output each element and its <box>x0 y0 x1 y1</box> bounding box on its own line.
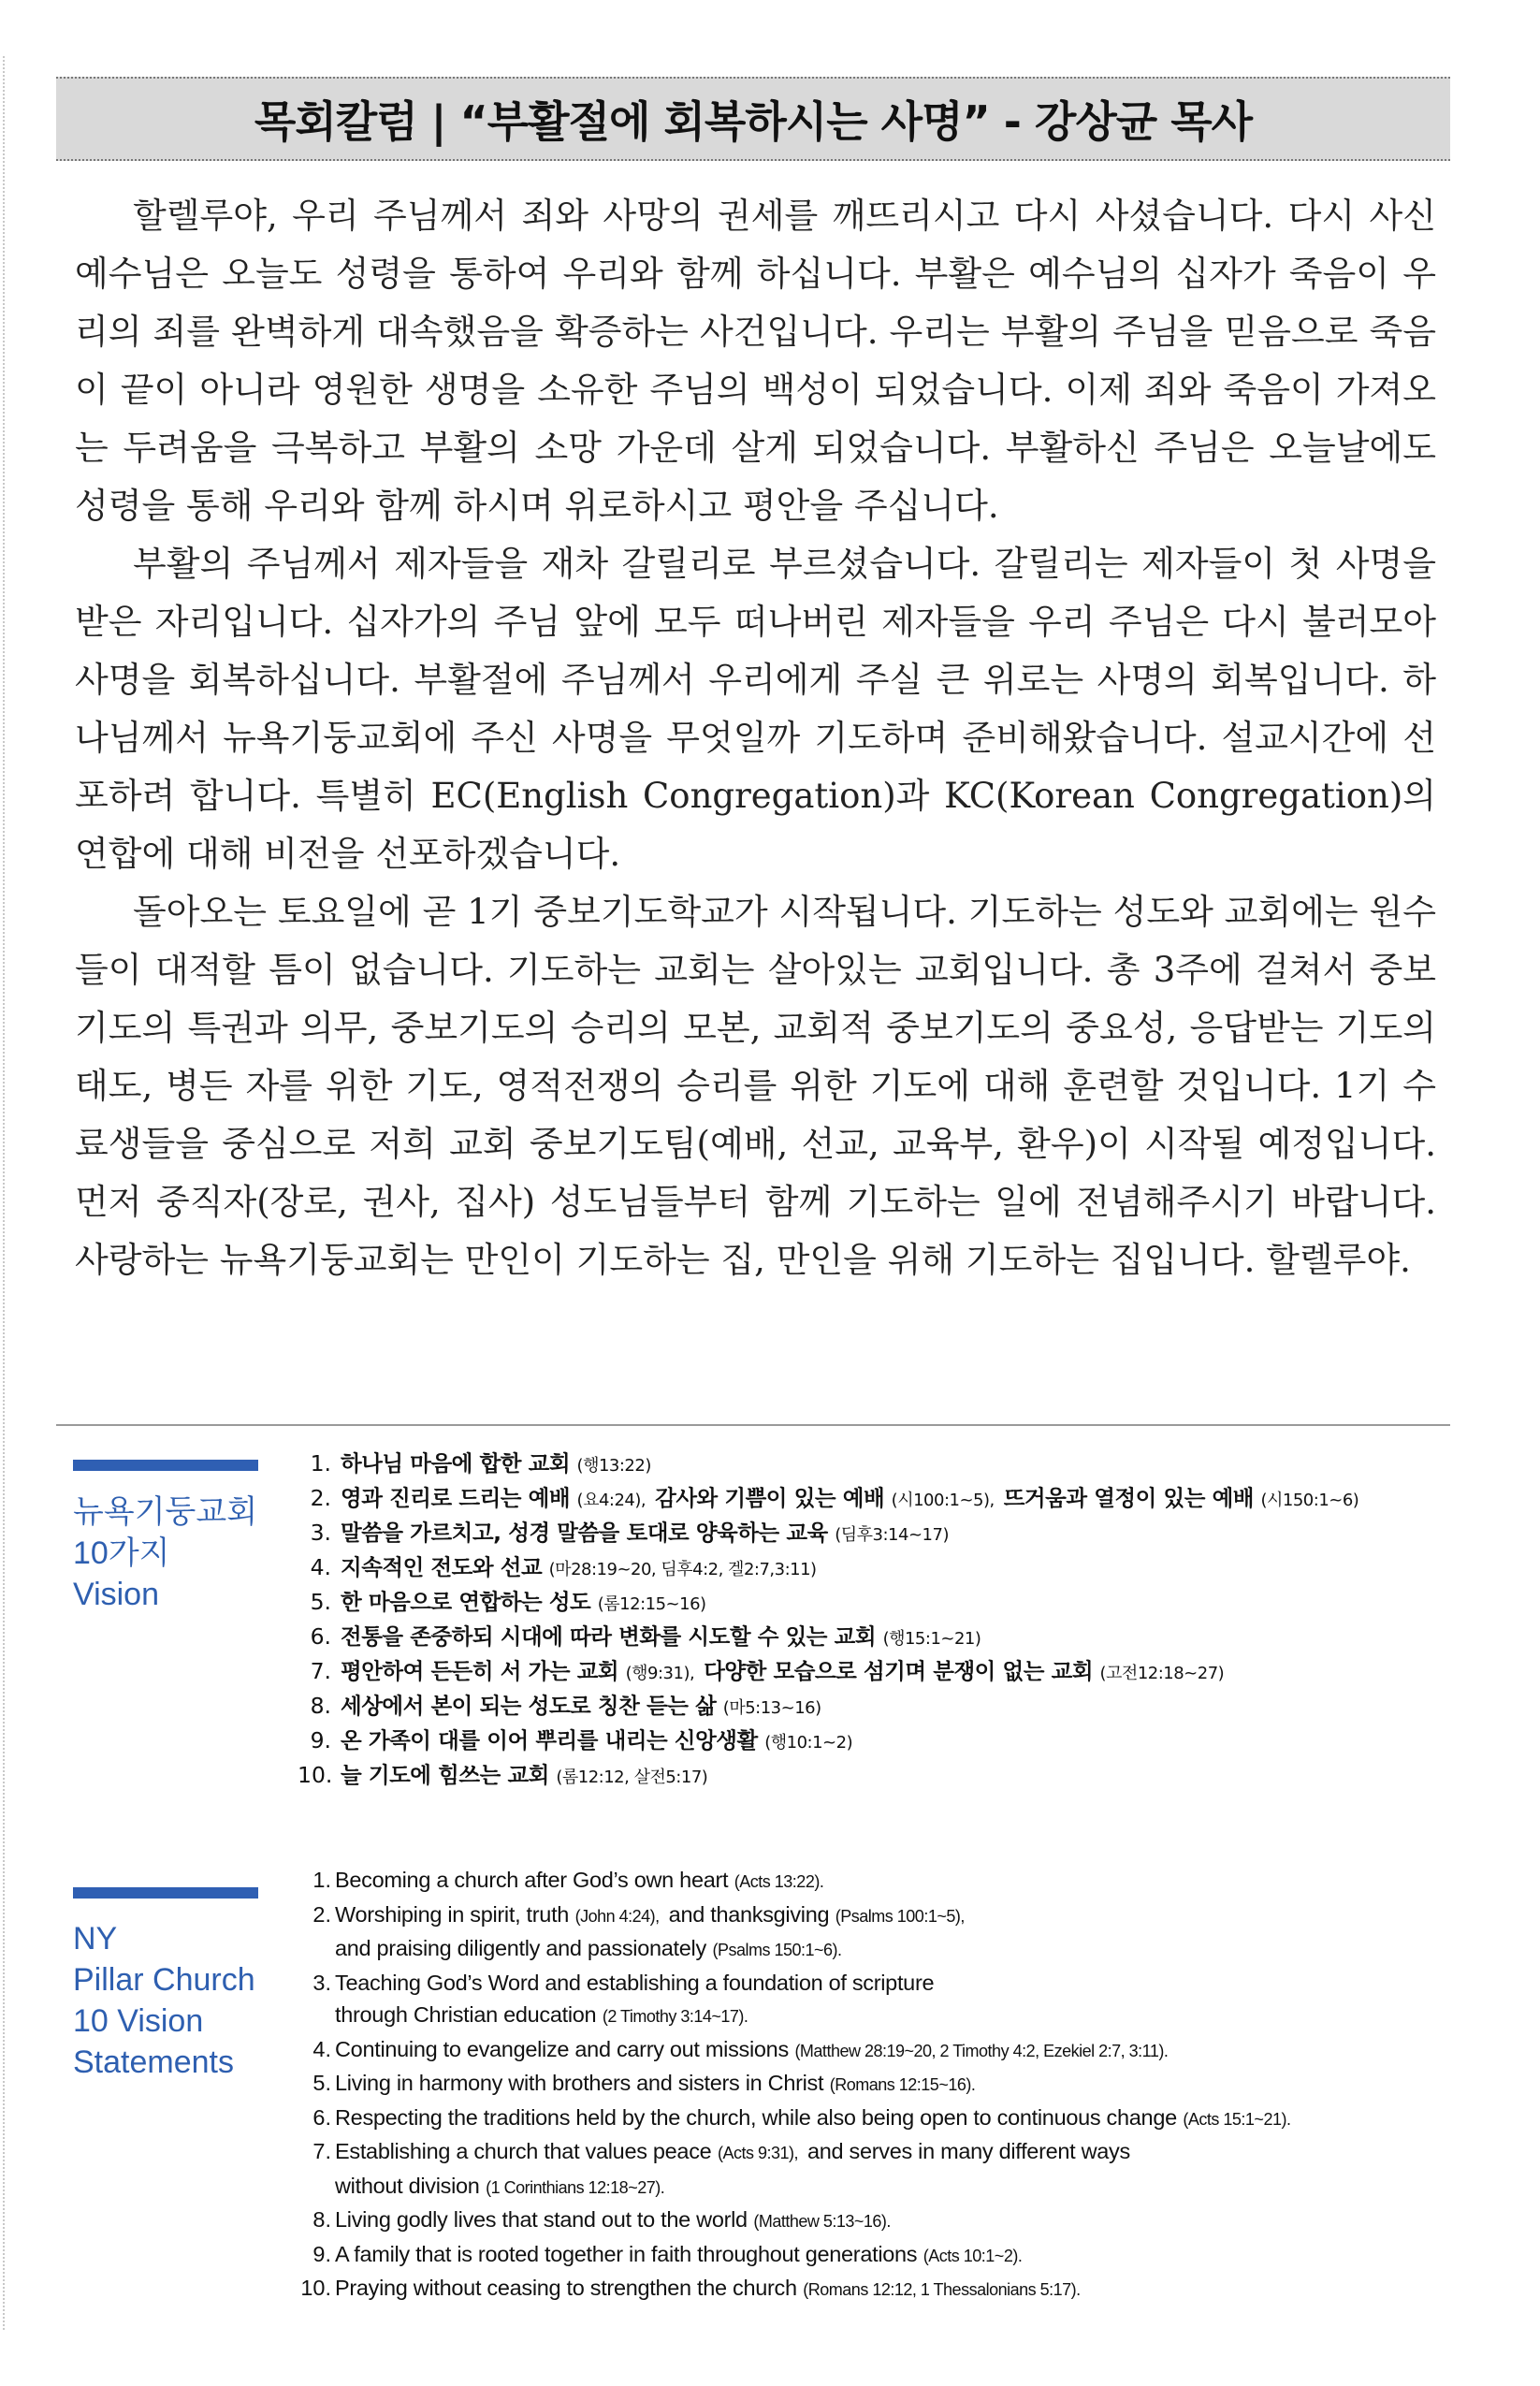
english-vision-scripture-ref: (Romans 12:15~16). <box>829 2075 976 2094</box>
korean-vision-item <box>298 1516 1358 1550</box>
english-vision-scripture-ref: (Acts 10:1~2). <box>923 2246 1023 2265</box>
english-vision-item-text: Teaching God’s Word and establishing a foundation of scripture <box>335 1970 935 1995</box>
english-vision-item-text: and praising diligently and passionately <box>335 1936 706 1960</box>
korean-vision-heading-line-2: 10가지 <box>73 1535 170 1571</box>
english-vision-item <box>298 2204 1290 2238</box>
english-vision-heading-line-2: Pillar Church <box>73 1962 255 1998</box>
korean-vision-item-text: 늘 기도에 힘쓰는 교회 <box>341 1762 549 1788</box>
korean-vision-item-body <box>341 1724 852 1758</box>
english-vision-scripture-ref: (Psalms 100:1~5), <box>835 1906 965 1926</box>
english-vision-item <box>298 2102 1290 2136</box>
korean-vision-scripture-ref: (롬12:12, 살전5:17) <box>556 1768 708 1787</box>
korean-vision-item-number: 4. <box>310 1554 331 1580</box>
korean-vision-scripture-ref: (행13:22) <box>576 1456 651 1476</box>
column-paragraph-1: 할렐루야, 우리 주님께서 죄와 사망의 권세를 깨뜨리시고 다시 사셨습니다. 다시 사신 예수님은 오늘도 성령을 통하여 우리와 함께 하십니다. 부활은 예수님의 십자가 죽음이 우리의 죄를 완벽하게 대속했음을 확증하는 사건입니다. 우리는 부활의 주님을 믿음으로 죽음이 끝이 아니라 영원한 생명을 소유한 주님의 백성이 되었습니다. 이제 죄와 죽음이 가져오는 두려움을 극복하고 부활의 소망 가운데 살게 되었습니다. 부활하신 주님은 오늘날에도 성령을 통해 우리와 함께 하시며 위로하시고 평안을 주십니다. <box>75 196 1436 526</box>
english-vision-accent-bar <box>73 1887 258 1899</box>
english-vision-item-number: 6. <box>312 2104 331 2130</box>
korean-vision-accent-bar <box>73 1460 258 1471</box>
english-vision-scripture-ref: (Acts 15:1~21). <box>1183 2109 1291 2129</box>
korean-vision-item-number: 6. <box>310 1623 331 1650</box>
korean-vision-list <box>298 1447 1358 1793</box>
korean-vision-item-number: 2. <box>310 1485 331 1511</box>
english-vision-item <box>298 1899 1290 1933</box>
english-vision-item-body <box>335 2272 1081 2306</box>
korean-vision-item-body <box>341 1481 1358 1516</box>
english-vision-item <box>298 2033 1290 2068</box>
korean-vision-item <box>298 1620 1358 1654</box>
english-vision-item-body <box>335 1864 823 1899</box>
korean-vision-item <box>298 1447 1358 1481</box>
english-vision-item-text: Praying without ceasing to strengthen the church <box>335 2276 797 2300</box>
english-vision-item-body <box>335 1932 842 1967</box>
english-vision-item-body <box>335 2067 975 2102</box>
english-vision-item-text: Living in harmony with brothers and sisters in Christ <box>335 2071 824 2095</box>
english-vision-item-body <box>335 1899 965 1933</box>
column-title-banner <box>56 77 1450 161</box>
korean-vision-scripture-ref: (시100:1~5), <box>891 1491 995 1510</box>
korean-vision-scripture-ref: (딤후3:14~17) <box>835 1525 949 1545</box>
english-vision-item <box>298 1967 1290 2000</box>
korean-vision-scripture-ref: (마5:13~16) <box>722 1698 821 1718</box>
english-vision-item-body <box>335 2170 664 2204</box>
english-vision-item-number: 3. <box>312 1970 331 1995</box>
english-vision-item-text: Living godly lives that stand out to the world <box>335 2207 748 2232</box>
english-vision-heading-line-3: 10 Vision <box>73 2003 204 2039</box>
english-vision-item-body <box>335 2238 1022 2273</box>
korean-vision-item-text: 영과 진리로 드리는 예배 <box>341 1485 571 1511</box>
column-title: 목회칼럼 | “부활절에 회복하시는 사명” - 강상균 목사 <box>254 96 1253 147</box>
english-vision-item-text: A family that is rooted together in faith throughout generations <box>335 2241 918 2266</box>
korean-vision-scripture-ref: (롬12:15~16) <box>597 1594 706 1614</box>
english-vision-scripture-ref: (Romans 12:12, 1 Thessalonians 5:17). <box>803 2280 1081 2299</box>
korean-vision-item <box>298 1689 1358 1724</box>
english-vision-scripture-ref: (2 Timothy 3:14~17). <box>602 2007 748 2026</box>
english-vision-item-text: and serves in many different ways <box>806 2139 1130 2163</box>
korean-vision-scripture-ref: (행15:1~21) <box>882 1629 981 1649</box>
korean-vision-item-text: 세상에서 본이 되는 성도로 칭찬 듣는 삶 <box>341 1693 717 1719</box>
english-vision-scripture-ref: (Matthew 28:19~20, 2 Timothy 4:2, Ezekiel 2:7, 3:11). <box>794 2041 1169 2060</box>
english-vision-item-continuation <box>298 2170 1290 2204</box>
pastoral-column-body <box>75 187 1436 1289</box>
english-vision-item <box>298 2238 1290 2273</box>
page-edge-dotted-line <box>3 56 5 2330</box>
english-vision-item-number: 2. <box>312 1901 331 1927</box>
korean-vision-heading <box>73 1491 288 1615</box>
english-vision-item-body <box>335 1967 934 2000</box>
korean-vision-item-number: 7. <box>310 1658 331 1684</box>
english-vision-item <box>298 2067 1290 2102</box>
korean-vision-item-body <box>341 1585 706 1620</box>
korean-vision-heading-line-3: Vision <box>73 1577 159 1612</box>
korean-vision-item-text: 감사와 기쁨이 있는 예배 <box>655 1485 885 1511</box>
korean-vision-item-body <box>341 1516 949 1550</box>
english-vision-item <box>298 2272 1290 2306</box>
korean-vision-scripture-ref: (행9:31), <box>625 1664 695 1683</box>
english-vision-item-number: 9. <box>312 2241 331 2266</box>
english-vision-item-number: 10. <box>300 2276 331 2300</box>
korean-vision-item-number: 8. <box>310 1693 331 1719</box>
korean-vision-item <box>298 1481 1358 1516</box>
english-vision-heading <box>73 1918 288 2083</box>
korean-vision-item-body <box>341 1447 651 1481</box>
english-vision-item-number: 5. <box>312 2071 331 2095</box>
english-vision-item-text: without division <box>335 2173 480 2198</box>
english-vision-list <box>298 1864 1290 2306</box>
english-vision-scripture-ref: (Acts 9:31), <box>717 2144 798 2162</box>
english-vision-scripture-ref: (Acts 13:22). <box>734 1872 824 1891</box>
korean-vision-item-text: 전통을 존중하되 시대에 따라 변화를 시도할 수 있는 교회 <box>341 1623 877 1650</box>
english-vision-item-text: Becoming a church after God’s own heart <box>335 1868 729 1892</box>
english-vision-scripture-ref: (Matthew 5:13~16). <box>753 2212 891 2231</box>
korean-vision-item-text: 한 마음으로 연합하는 성도 <box>341 1589 591 1615</box>
english-vision-scripture-ref: (John 4:24), <box>574 1906 660 1926</box>
english-vision-heading-line-1: NY <box>73 1921 118 1957</box>
korean-vision-item-number: 5. <box>310 1589 331 1615</box>
korean-vision-item-body <box>341 1654 1224 1689</box>
korean-vision-item-text: 뜨거움과 열정이 있는 예배 <box>1003 1485 1254 1511</box>
english-vision-item-body <box>335 2135 1130 2170</box>
english-vision-scripture-ref: (1 Corinthians 12:18~27). <box>486 2177 665 2197</box>
english-vision-scripture-ref: (Psalms 150:1~6). <box>712 1941 842 1959</box>
english-vision-item <box>298 2135 1290 2170</box>
korean-vision-item <box>298 1550 1358 1585</box>
korean-vision-item-body <box>341 1689 821 1724</box>
korean-vision-item-body <box>341 1550 817 1585</box>
korean-vision-scripture-ref: (행10:1~2) <box>764 1733 853 1753</box>
column-paragraph-3: 돌아오는 토요일에 곧 1기 중보기도학교가 시작됩니다. 기도하는 성도와 교회에는 원수들이 대적할 틈이 없습니다. 기도하는 교회는 살아있는 교회입니다. 총 3주에 걸쳐서 중보기도의 특권과 의무, 중보기도의 승리의 모본, 교회적 중보기도의 중요성, 응답받는 기도의 태도, 병든 자를 위한 기도, 영적전쟁의 승리를 위한 기도에 대해 훈련할 것입니다. 1기 수료생들을 중심으로 저희 교회 중보기도팀(예배, 선교, 교육부, 환우)이 시작될 예정입니다. 먼저 중직자(장로, 권사, 집사) 성도님들부터 함께 기도하는 일에 전념해주시기 바랍니다. 사랑하는 뉴욕기둥교회는 만인이 기도하는 집, 만인을 위해 기도하는 집입니다. 할렐루야. <box>75 892 1436 1280</box>
english-vision-item-text: through Christian education <box>335 2002 597 2027</box>
korean-vision-scripture-ref: (고전12:18~27) <box>1099 1664 1225 1683</box>
korean-vision-item-number: 10. <box>298 1762 333 1788</box>
english-vision-item-number: 4. <box>312 2036 331 2061</box>
korean-vision-item-body <box>341 1620 981 1654</box>
english-vision-item-body <box>335 2033 1168 2068</box>
english-vision-item-body <box>335 2102 1290 2136</box>
english-vision-item-body <box>335 1999 748 2033</box>
korean-vision-item-text: 말씀을 가르치고, 성경 말씀을 토대로 양육하는 교육 <box>341 1520 828 1546</box>
english-vision-item-number: 8. <box>312 2207 331 2232</box>
english-vision-item-text: Continuing to evangelize and carry out missions <box>335 2036 789 2061</box>
english-vision-item-number: 7. <box>312 2139 331 2163</box>
english-vision-item-text: Establishing a church that values peace <box>335 2139 712 2163</box>
korean-vision-item-body <box>341 1758 707 1793</box>
english-vision-item <box>298 1864 1290 1899</box>
korean-vision-item-text: 온 가족이 대를 이어 뿌리를 내리는 신앙생활 <box>341 1727 758 1753</box>
english-vision-item-number: 1. <box>312 1868 331 1892</box>
korean-vision-item <box>298 1724 1358 1758</box>
korean-vision-item <box>298 1585 1358 1620</box>
english-vision-item-body <box>335 2204 891 2238</box>
korean-vision-item <box>298 1654 1358 1689</box>
korean-vision-heading-line-1: 뉴욕기둥교회 <box>73 1494 258 1530</box>
english-vision-item-text: Respecting the traditions held by the church, while also being open to continuous change <box>335 2104 1177 2130</box>
column-paragraph-2: 부활의 주님께서 제자들을 재차 갈릴리로 부르셨습니다. 갈릴리는 제자들이 첫 사명을 받은 자리입니다. 십자가의 주님 앞에 모두 떠나버린 제자들을 우리 주님은 다시 불러모아 사명을 회복하십니다. 부활절에 주님께서 우리에게 주실 큰 위로는 사명의 회복입니다. 하나님께서 뉴욕기둥교회에 주신 사명을 무엇일까 기도하며 준비해왔습니다. 설교시간에 선포하려 합니다. 특별히 EC(English Congregation)과 KC(Korean Congregation)의 연합에 대해 비전을 선포하겠습니다. <box>75 544 1436 874</box>
english-vision-item-continuation <box>298 1999 1290 2033</box>
english-vision-heading-line-4: Statements <box>73 2044 234 2080</box>
korean-vision-item-text: 지속적인 전도와 선교 <box>341 1554 543 1580</box>
korean-vision-scripture-ref: (마28:19~20, 딤후4:2, 겔2:7,3:11) <box>548 1560 817 1579</box>
korean-vision-item-text: 하나님 마음에 합한 교회 <box>341 1450 571 1477</box>
korean-vision-item-number: 3. <box>310 1520 331 1546</box>
korean-vision-item <box>298 1758 1358 1793</box>
korean-vision-scripture-ref: (요4:24), <box>576 1491 647 1510</box>
korean-vision-item-text: 평안하여 든든히 서 가는 교회 <box>341 1658 619 1684</box>
english-vision-item-text: Worshiping in spirit, truth <box>335 1901 570 1927</box>
korean-vision-item-number: 1. <box>310 1450 331 1477</box>
english-vision-item-text: and thanksgiving <box>668 1901 830 1927</box>
korean-vision-scripture-ref: (시150:1~6) <box>1260 1491 1359 1510</box>
english-vision-item-continuation <box>298 1932 1290 1967</box>
korean-vision-item-text: 다양한 모습으로 섬기며 분쟁이 없는 교회 <box>704 1658 1094 1684</box>
section-divider <box>56 1424 1450 1426</box>
korean-vision-item-number: 9. <box>310 1727 331 1753</box>
